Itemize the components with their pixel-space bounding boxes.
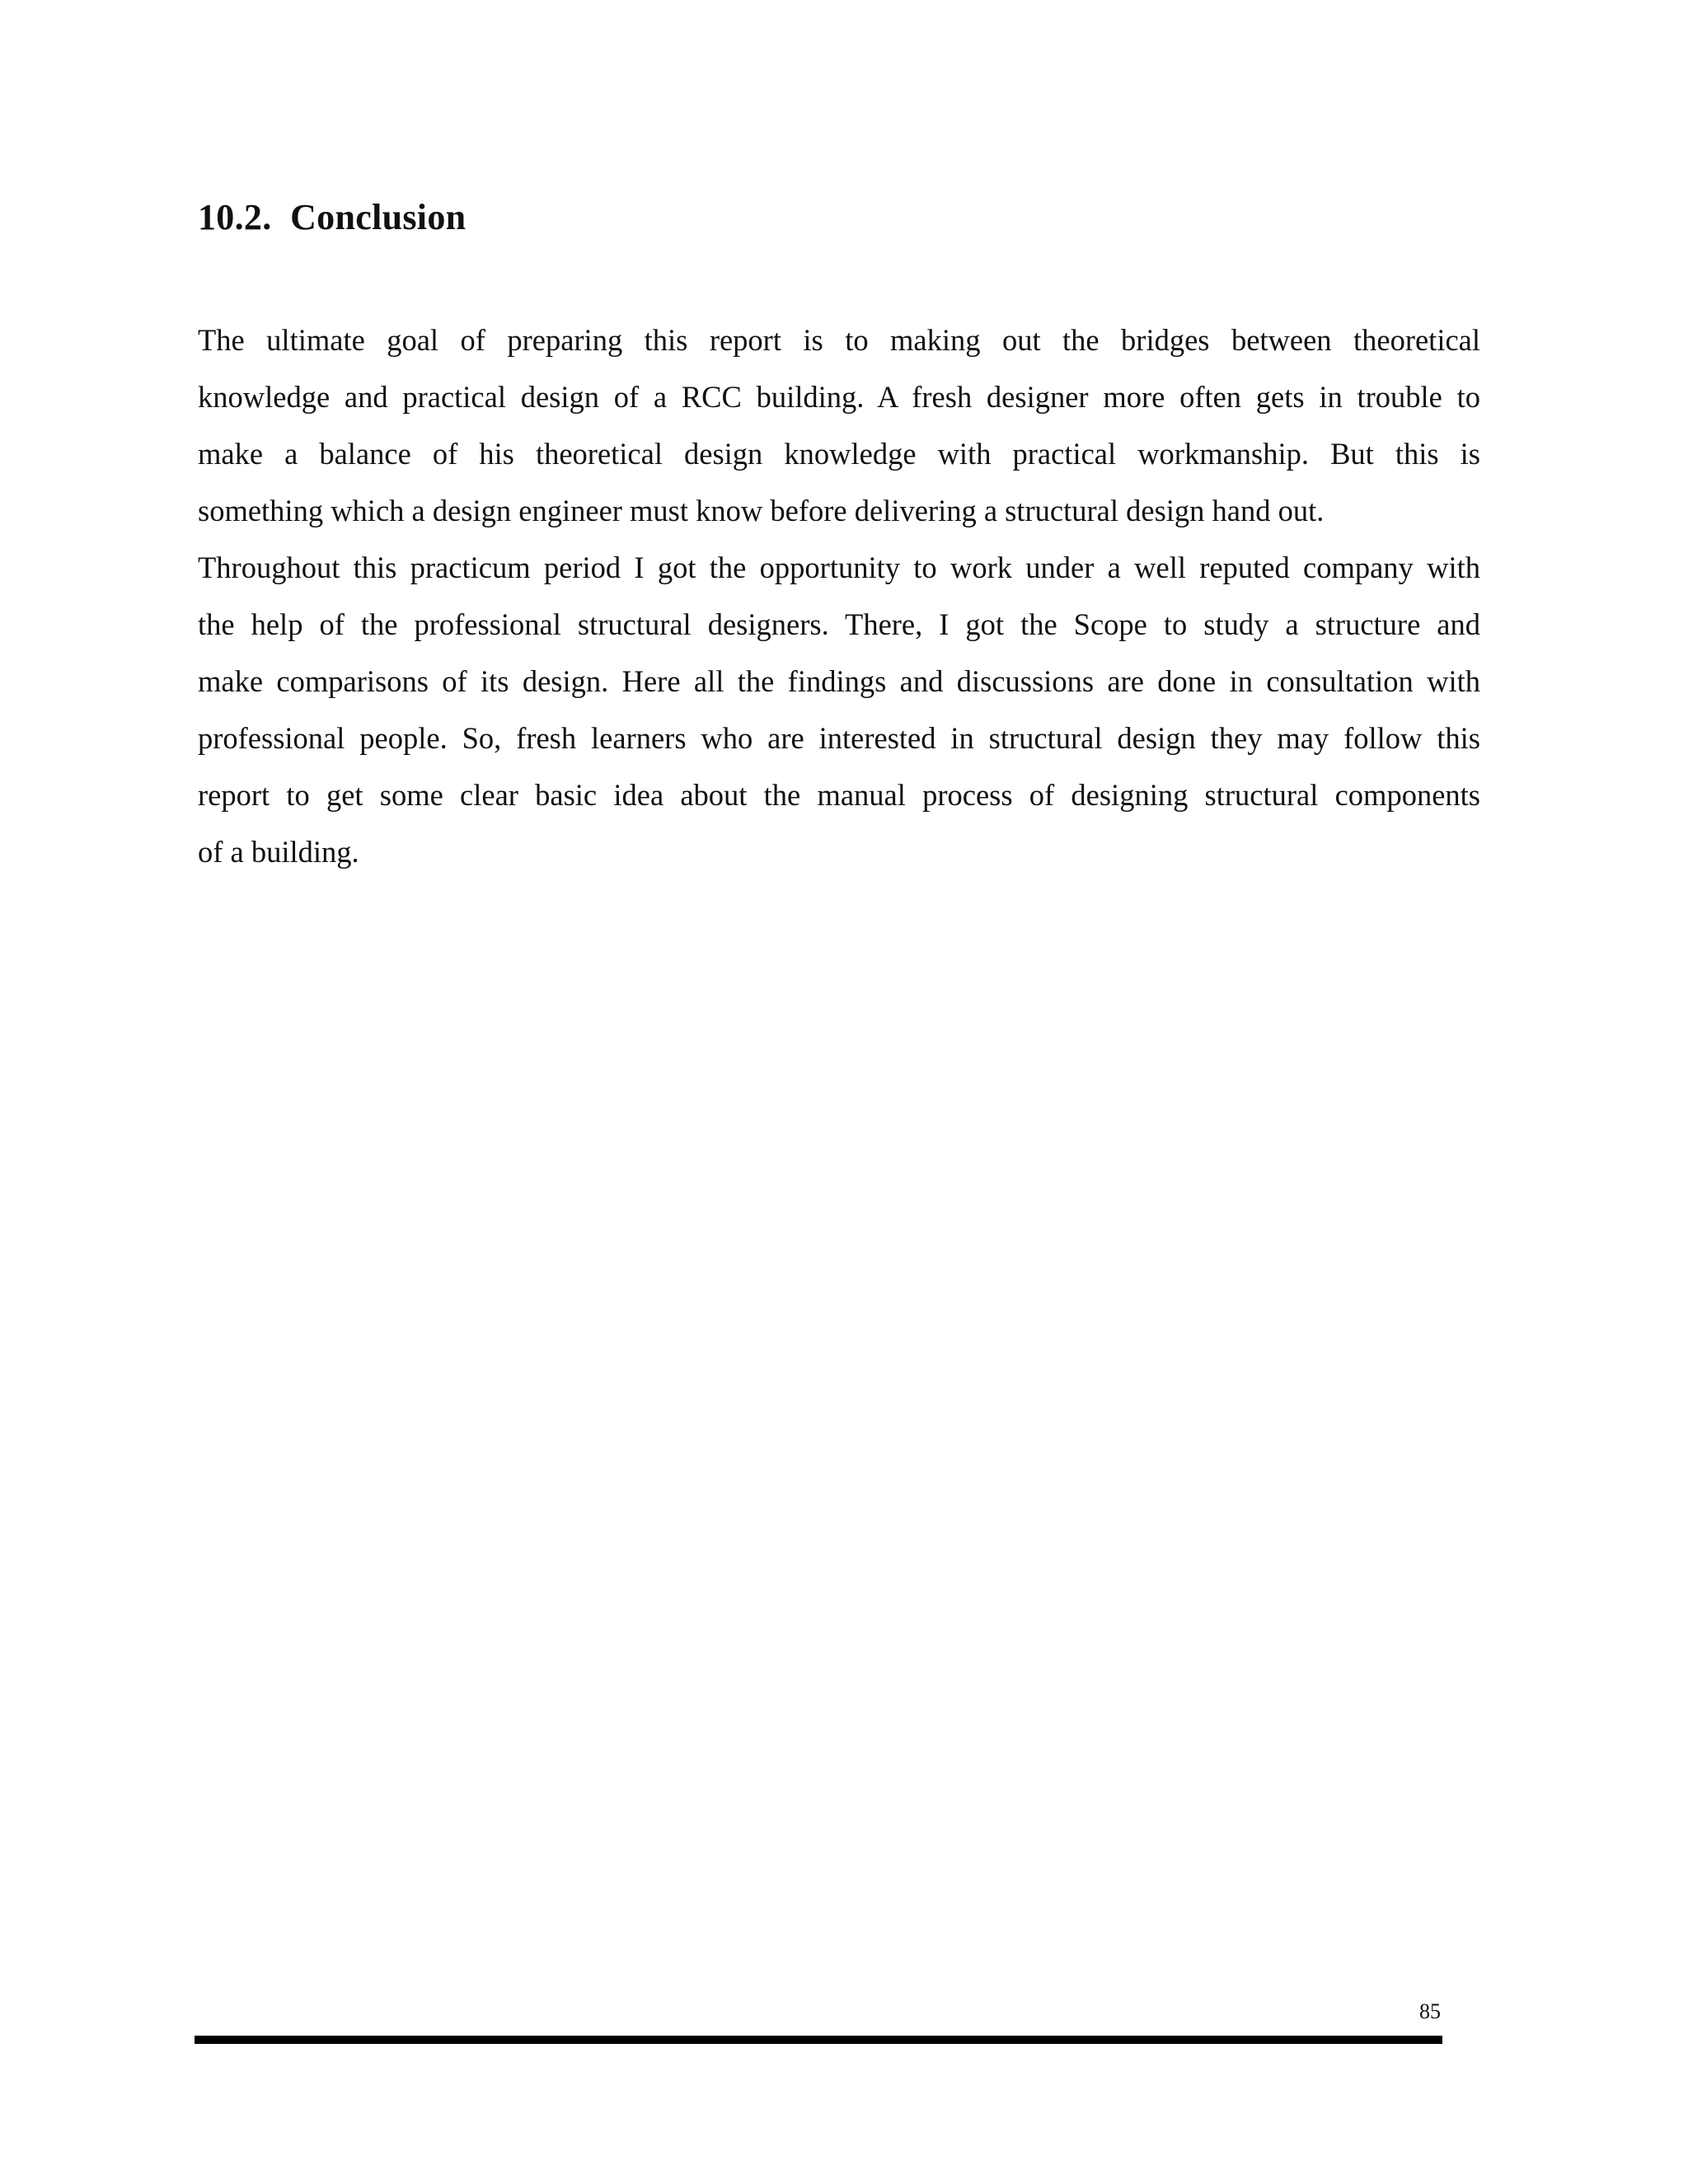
paragraph-line: make a balance of his theoretical design knowledge with practical workmanship. But this is bbox=[198, 437, 1480, 471]
paragraph-line: the help of the professional structural designers. There, I got the Scope to study a structure and bbox=[198, 607, 1480, 641]
conclusion-paragraph bbox=[198, 312, 1480, 880]
paragraph-line: professional people. So, fresh learners who are interested in structural design they may follow this bbox=[198, 721, 1480, 755]
footer-rule bbox=[195, 2036, 1442, 2044]
paragraph-line: Throughout this practicum period I got the opportunity to work under a well reputed company with bbox=[198, 551, 1480, 584]
paragraph-line: The ultimate goal of preparing this report is to making out the bridges between theoretical bbox=[198, 323, 1480, 357]
paragraph-line: of a building. bbox=[198, 835, 359, 869]
paragraph-line: make comparisons of its design. Here all the findings and discussions are done in consultation with bbox=[198, 664, 1480, 698]
section-heading: 10.2. Conclusion bbox=[198, 197, 467, 237]
page-number: 85 bbox=[1419, 1999, 1441, 2023]
paragraph-line: report to get some clear basic idea about the manual process of designing structural components bbox=[198, 778, 1480, 812]
paragraph-line: knowledge and practical design of a RCC building. A fresh designer more often gets in trouble to bbox=[198, 380, 1480, 414]
paragraph-line: something which a design engineer must know before delivering a structural design hand out. bbox=[198, 494, 1325, 527]
